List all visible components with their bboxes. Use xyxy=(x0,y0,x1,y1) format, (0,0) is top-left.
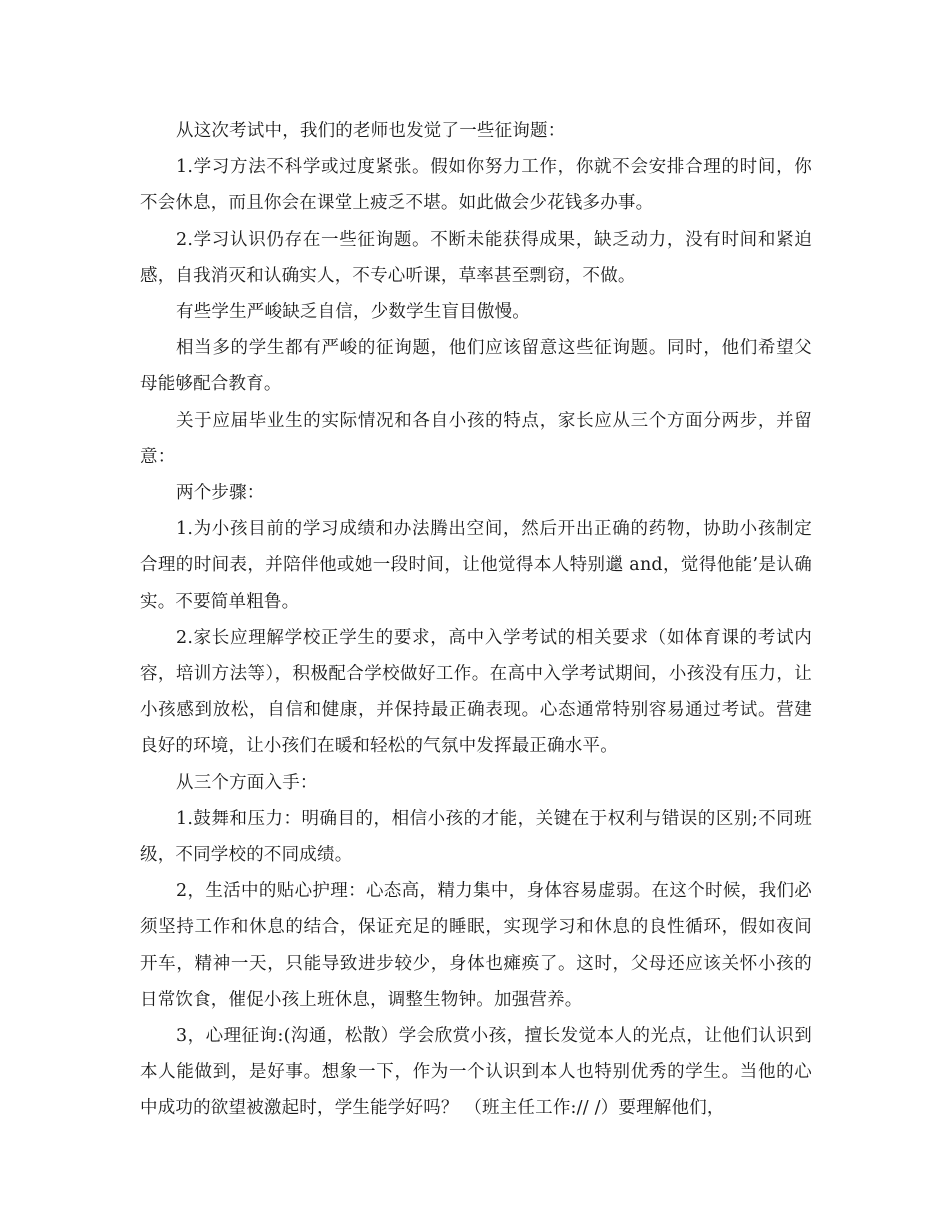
paragraph-parents: 相当多的学生都有严峻的征询题，他们应该留意这些征询题。同时，他们希望父母能够配合教育。 xyxy=(140,338,812,395)
paragraph-graduates: 关于应届毕业生的实际情况和各自小孩的特点，家长应从三个方面分两步，并留意： xyxy=(140,410,812,467)
paragraph-confidence: 有些学生严峻缺乏自信，少数学生盲目傲慢。 xyxy=(176,302,530,323)
paragraph-intro: 从这次考试中，我们的老师也发觉了一些征询题： xyxy=(176,121,566,141)
paragraph-aspect-1: 1.鼓舞和压力：明确目的，相信小孩的才能，关键在于权利与错误的区别;不同班级，不同学校的不同成绩。 xyxy=(140,808,812,866)
paragraph-aspect-3: 3，心理征询:(沟通，松散）学会欣赏小孩，擅长发觉本人的光点，让他们认识到本人能做到，是好事。想象一下，作为一个认识到本人也特别优秀的学生。当他的心中成功的欲望被激起时，学生能学好吗？ （班主任工作:// /）要理解他们， xyxy=(140,1026,812,1119)
document-body xyxy=(140,113,812,1127)
paragraph-aspect-2: 2，生活中的贴心护理：心态高，精力集中，身体容易虚弱。在这个时候，我们必须坚持工作和休息的结合，保证充足的睡眠，实现学习和休息的良性循环，假如夜间开车，精神一天，只能导致进步较少，身体也瘫痪了。这时，父母还应该关怀小孩的日常饮食，催促小孩上班休息，调整生物钟。加强营养。 xyxy=(140,881,812,1010)
paragraph-step-2: 2.家长应理解学校正学生的要求，高中入学考试的相关要求（如体育课的考试内容，培训方法等），积极配合学校做好工作。在高中入学考试期间，小孩没有压力，让小孩感到放松，自信和健康，并保持最正确表现。心态通常特别容易通过考试。营建良好的环境，让小孩们在暖和轻松的气氛中发挥最正确水平。 xyxy=(140,627,812,757)
paragraph-two-steps-heading: 两个步骤： xyxy=(176,483,265,504)
paragraph-step-1: 1.为小孩目前的学习成绩和办法腾出空间，然后开出正确的药物，协助小孩制定合理的时间表，并陪伴他或她一段时间，让他觉得本人特别邋 and，觉得他能’是认确实。不要简单粗鲁。 xyxy=(140,519,812,612)
paragraph-problem-2: 2.学习认识仍存在一些征询题。不断未能获得成果，缺乏动力，没有时间和紧迫感，自我消灭和认确实人，不专心听课，草率甚至剽窃，不做。 xyxy=(140,229,812,286)
paragraph-problem-1: 1.学习方法不科学或过度紧张。假如你努力工作，你就不会安排合理的时间，你不会休息，而且你会在课堂上疲乏不堪。如此做会少花钱多办事。 xyxy=(140,157,812,214)
paragraph-three-aspects-heading: 从三个方面入手： xyxy=(176,772,318,793)
